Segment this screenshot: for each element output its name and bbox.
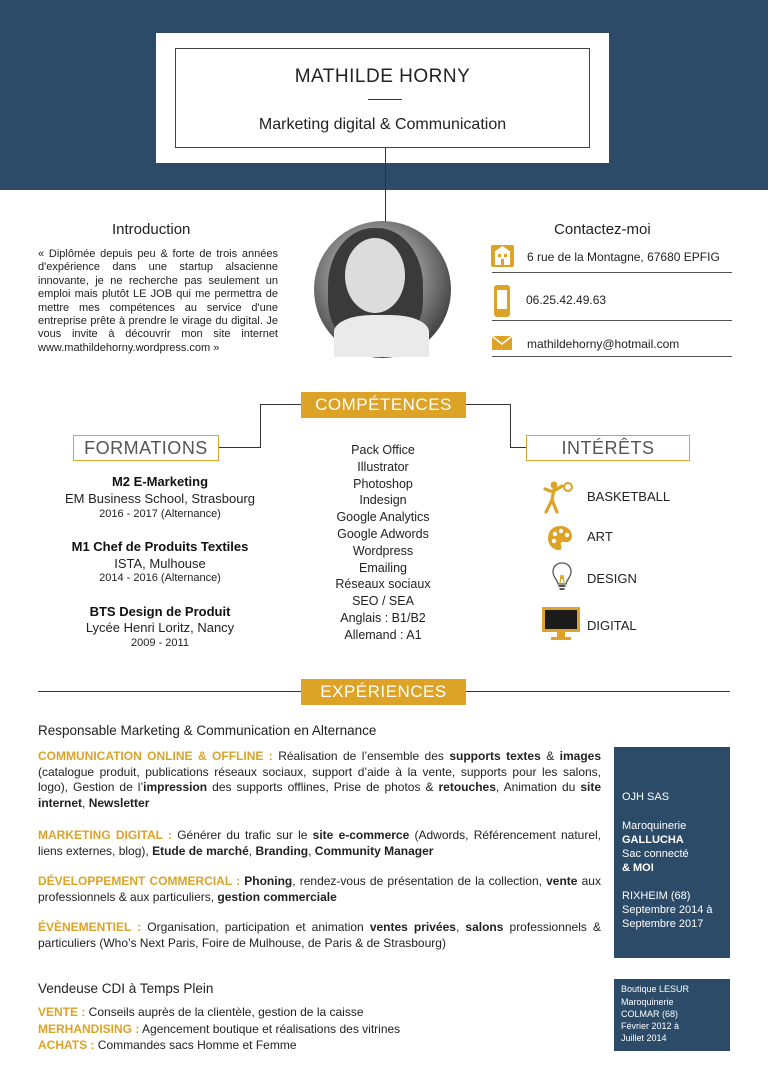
formation-place: ISTA, Mulhouse [114,556,206,571]
contact-heading: Contactez-moi [554,221,651,238]
connector-line [510,404,511,448]
formation-title: M1 Chef de Produits Textiles [71,539,249,554]
introduction-heading: Introduction [112,221,191,238]
job-highlight: gestion commerciale [217,889,337,904]
contact-divider [492,356,732,357]
formation-place: Lycée Henri Loritz, Nancy [85,620,235,635]
experiences-heading: EXPÉRIENCES [301,679,466,705]
job-text: , [308,843,315,858]
job-text: (catalogue produit, publications réseaux sociaux, support d’aide à la vente, supports pour les salons, logo), Gestion de l’ [38,764,601,794]
job-description [38,828,601,859]
job-text: , [455,920,466,934]
competences-heading: COMPÉTENCES [301,392,466,418]
interest-label: BASKETBALL [587,489,671,504]
company-detail: Sac connecté [622,848,689,860]
job-text: Réalisation de l’ensemble des [272,749,450,763]
skill-item: Google Adwords [337,526,429,541]
job-highlight: site e-commerce [312,828,410,842]
job-highlight: vente [546,874,578,888]
company-name: Boutique LESUR [621,984,690,994]
job-description-line [38,1038,601,1054]
job-period: Septembre 2017 [622,918,704,930]
job-text: professionnels & particuliers (Who’s Next Paris, Foire de Mulhouse, de Paris & de Strasbourg) [38,920,601,950]
job-text: , [82,795,89,810]
skill-item: Wordpress [352,543,414,558]
skill-item: Réseaux sociaux [335,577,431,592]
company-location: RIXHEIM (68) [622,890,691,902]
job-highlight: Phoning [244,874,293,888]
candidate-name: MATHILDE HORNY [294,66,471,87]
job-text: Conseils auprès de la clientèle, gestion de la caisse [85,1005,364,1019]
formation-title: BTS Design de Produit [89,604,231,619]
contact-address: 6 rue de la Montagne, 67680 EPFIG [527,250,720,264]
formation-title: M2 E-Marketing [111,474,209,489]
job-text: des supports offlines, Prise de photos & [207,780,439,794]
job-description [38,749,601,811]
envelope-icon [492,336,512,350]
job-description [38,920,601,951]
interets-heading: INTÉRÊTS [526,435,690,461]
connector-line [385,147,386,222]
skill-item: Illustrator [357,459,409,474]
photo-shoulder [334,315,429,357]
job-period: Juillet 2014 [621,1033,667,1043]
job-highlight: Community Manager [314,843,434,858]
job-keyword: ÉVÈNEMENTIEL : [38,920,142,934]
job-highlight: Branding [255,843,309,858]
interest-label: DESIGN [587,571,637,586]
job-highlight: Newsletter [88,795,150,810]
photo-face [345,238,405,313]
company-detail: Maroquinerie [622,820,687,832]
palette-icon [547,525,573,551]
job-keyword: ACHATS : [38,1038,95,1052]
phone-icon [494,285,510,317]
job-text: , rendez-vous de présentation de la collection, [292,874,547,888]
job-text: , Animation du [495,780,581,794]
skill-item: Google Analytics [336,510,430,525]
job-description-line [38,1022,601,1038]
job-highlight: salons [465,920,504,934]
job-text: Commandes sacs Homme et Femme [94,1038,297,1052]
job-keyword: MERHANDISING : [38,1022,140,1036]
job-text: Organisation, participation et animation [141,920,370,934]
interest-label: ART [587,529,613,544]
connector-line [466,404,511,405]
candidate-title: Marketing digital & Communication [258,116,507,133]
skill-item: SEO / SEA [352,594,414,609]
skill-item: Allemand : A1 [344,627,422,642]
company-location: COLMAR (68) [621,1009,679,1019]
formation-date: 2014 - 2016 (Alternance) [99,572,221,584]
skill-item: Anglais : B1/B2 [340,610,426,625]
skill-item: Indesign [359,493,407,508]
job-highlight: retouches [438,780,496,794]
name-divider [368,99,402,100]
job-keyword: MARKETING DIGITAL : [38,828,172,842]
job-description-line [38,1005,601,1021]
job-side-box [614,979,730,1051]
job-text: , [248,843,256,858]
job-highlight: impression [143,780,208,794]
contact-divider [492,272,732,273]
introduction-text: « Diplômée depuis peu & forte de trois années d'expérience dans une startup alsacienne innovante, je ne recherche pas seulement un emploi mais plutôt LE JOB qui me permettra de mettre mes compétences au service d'une entreprise prête à prendre le virage du digital. Je vous invite à découvrir mon site internet www.mathildehorny.wordpress.com » [38,248,278,354]
skill-item: Photoshop [353,476,413,491]
job-highlight: site internet [38,780,601,810]
connector-line [260,404,301,405]
job-text: Générer du trafic sur le [171,828,313,842]
job-keyword: COMMUNICATION ONLINE & OFFLINE : [38,749,273,763]
skills-list [316,442,450,644]
company-detail: Maroquinerie [621,997,674,1007]
formation-date: 2009 - 2011 [131,637,189,649]
company-name: OJH SAS [622,791,670,803]
job-highlight: ventes privées [369,920,456,934]
job-keyword: VENTE : [38,1005,86,1019]
job-description [38,874,601,905]
job-period: Septembre 2014 à [622,904,713,916]
job-highlight: images [559,749,601,763]
job-title: Responsable Marketing & Communication en Alternance [38,723,377,738]
job-text: & [540,749,560,763]
lightbulb-icon [552,561,572,593]
connector-line [260,404,261,448]
building-icon [491,245,514,267]
contact-phone[interactable]: 06.25.42.49.63 [526,293,607,307]
formations-heading: FORMATIONS [73,435,219,461]
company-detail: & MOI [622,862,654,874]
monitor-icon [541,606,581,642]
connector-line [510,447,526,448]
contact-divider [492,320,732,321]
basketball-player-icon [540,480,576,514]
connector-line [219,447,261,448]
formation-place: EM Business School, Strasbourg [64,491,256,506]
job-side-box [614,747,730,958]
company-detail: GALLUCHA [622,834,684,846]
interest-label: DIGITAL [587,618,637,633]
job-highlight: Etude de marché [152,843,249,858]
skill-item: Pack Office [351,443,415,457]
job-highlight: supports textes [449,749,541,763]
formation-date: 2016 - 2017 (Alternance) [99,508,221,520]
job-text: aux professionnels & aux particuliers, [38,874,601,904]
contact-email[interactable]: mathildehorny@hotmail.com [527,337,680,351]
skill-item: Emailing [359,560,407,575]
job-text: Agencement boutique et réalisations des vitrines [139,1022,401,1036]
job-text: (Adwords, Référencement naturel, liens externes, blog), [38,828,602,858]
job-keyword: DÉVELOPPEMENT COMMERCIAL : [38,874,241,888]
job-title: Vendeuse CDI à Temps Plein [38,981,214,996]
job-period: Février 2012 à [621,1021,680,1031]
